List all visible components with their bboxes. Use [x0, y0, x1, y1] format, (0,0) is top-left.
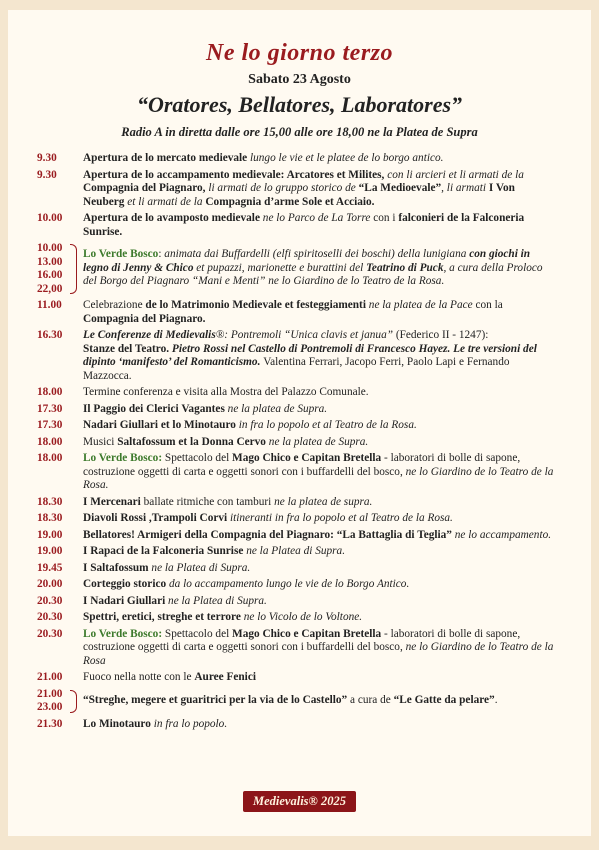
schedule-row: [37, 512, 557, 526]
event-text: ne lo accampamento.: [454, 528, 552, 541]
event-time: 18.00: [37, 386, 63, 398]
event-text: Auree Fenici: [194, 671, 256, 683]
brand-badge: Medievalis® 2025: [243, 791, 356, 812]
event-text: ne la platea de la Pace: [368, 299, 476, 311]
event-time: 16.30: [37, 329, 63, 341]
event-text: ®: Pontremoli “Unica clavis et janua”: [215, 329, 396, 341]
schedule-row: [37, 718, 557, 732]
event-text: Stanze del Teatro.: [83, 342, 172, 355]
schedule-row: [37, 578, 557, 592]
event-text: Celebrazione: [83, 299, 146, 311]
event-text: - laboratori di bolle di sapone, costruzione oggetti di carta e oggetti sonori con i buffardelli del bosco,: [83, 627, 521, 653]
schedule-row: [37, 419, 557, 433]
event-text: ne la platea de Supra.: [268, 435, 369, 448]
schedule-row: [37, 212, 557, 239]
event-text: “La Medioevale”: [358, 182, 442, 194]
event-text: con li arcieri et li armati de la: [387, 168, 524, 181]
event-description: [83, 403, 557, 417]
event-text: I Saltafossum: [83, 561, 152, 574]
event-description: [83, 578, 557, 592]
event-text: li armati de lo gruppo storico de: [208, 182, 359, 194]
event-text: Teatrino di Puck: [366, 261, 444, 274]
event-text: itineranti in fra lo popolo et al Teatro de la Rosa.: [229, 512, 453, 524]
event-time: 21.00: [37, 687, 63, 700]
page-border-top: [0, 0, 599, 10]
event-time: 11.00: [37, 299, 62, 311]
event-text: Mago Chico e Capitan Bretella: [232, 627, 385, 640]
event-time: 10.00: [37, 212, 63, 224]
event-text: ne lo Vicolo de lo Voltone.: [243, 611, 363, 623]
event-time: 9.30: [37, 152, 57, 164]
schedule-row: [37, 329, 557, 383]
event-text: ne la Platea di Supra.: [168, 594, 267, 607]
event-time: 17.30: [37, 402, 63, 415]
event-text: ne lo Giardino de lo Teatro de la Rosa.: [83, 465, 554, 491]
radio-note: Radio A in diretta dalle ore 15,00 alle ore 18,00 ne la Platea de Supra: [121, 125, 478, 139]
event-description: [83, 436, 557, 450]
event-description: [83, 671, 557, 685]
event-text: ne lo Giardino de lo Teatro de la Rosa: [83, 641, 554, 667]
event-time: 18.30: [37, 512, 63, 524]
event-time: 17.30: [37, 419, 63, 431]
footer: [0, 791, 599, 812]
event-description: [83, 611, 557, 625]
event-time: 10.00: [37, 242, 63, 254]
event-text: animata dai Buffardelli (elfi spiritoselli dei boschi) della lunigiana: [164, 248, 470, 260]
schedule-row: [37, 611, 557, 625]
event-text: .: [494, 693, 498, 706]
schedule-row: [37, 628, 557, 669]
event-time: 20.00: [37, 578, 63, 590]
event-time: 18.30: [37, 495, 63, 508]
schedule-row: [37, 562, 557, 576]
event-text: ne lo Parco de La Torre: [262, 212, 374, 224]
event-time: 19.00: [37, 528, 63, 541]
event-text: Spettacolo del: [164, 627, 233, 640]
schedule-row: [37, 452, 557, 493]
event-time: 13.00: [37, 255, 63, 268]
schedule-row: [37, 242, 557, 296]
event-text: Lo Verde Bosco: [83, 248, 159, 260]
event-text: ballate ritmiche con tamburi: [143, 495, 275, 508]
event-text: Diavoli Rossi ,Trampoli Corvi: [83, 512, 230, 524]
event-text: con giochi in legno di Jenny & Chico: [83, 248, 531, 274]
event-time: 20.30: [37, 611, 63, 623]
page-border-bottom: [0, 836, 599, 850]
event-text: Il Paggio dei Clerici Vagantes: [83, 402, 228, 415]
event-description: [83, 562, 557, 576]
event-description: [83, 496, 557, 510]
event-description: [83, 595, 557, 609]
event-description: [83, 529, 557, 543]
event-text: “Streghe, megere et guaritrici per la via de lo Castello”: [83, 693, 350, 706]
event-text: I Rapaci de la Falconeria Sunrise: [83, 545, 247, 557]
event-description: [83, 628, 557, 669]
event-description: [83, 419, 557, 433]
event-text: ne la platea de supra.: [274, 495, 373, 508]
event-text: lungo le vie et le platee de lo borgo antico.: [250, 152, 444, 164]
event-text: Apertura de lo accampamento medievale: Arcatores et Milites,: [83, 168, 388, 181]
event-text: Bellatores! Armigeri della Compagnia del Piagnaro: “La Battaglia di Teglia”: [83, 528, 455, 541]
event-text: con la: [475, 299, 503, 311]
event-description: [83, 329, 557, 383]
schedule-row: [37, 545, 557, 559]
event-text: Nadari Giullari et lo Minotauro: [83, 419, 239, 431]
event-text: ne la platea de Supra.: [227, 402, 328, 415]
event-text: in fra lo popolo.: [153, 717, 228, 730]
event-time: 20.30: [37, 627, 63, 640]
schedule-row: [37, 529, 557, 543]
event-text: Compagnia del Piagnaro.: [83, 312, 206, 325]
event-time: 18.00: [37, 452, 63, 464]
event-time: 19.45: [37, 561, 63, 574]
event-text: falconieri de la Falconeria Sunrise.: [83, 212, 525, 238]
event-text: :: [158, 248, 165, 260]
time-range: [37, 242, 83, 296]
event-description: [83, 545, 557, 559]
event-time: 19.00: [37, 545, 63, 557]
event-time: 18.00: [37, 435, 63, 448]
day-title: Ne lo giorno terzo: [205, 40, 393, 66]
event-text: Lo Minotauro: [83, 717, 154, 730]
schedule-row: [37, 671, 557, 685]
time-brace: [70, 690, 77, 713]
event-text: in fra lo popolo et al Teatro de la Rosa.: [238, 419, 417, 431]
event-text: Saltafossum et la Donna Cervo: [117, 435, 269, 448]
event-text: Pietro Rossi nel Castello di Pontremoli di Francesco Hayez. Le tre versioni del dipinto ‘manifesto’ del Romanticismo.: [83, 342, 537, 368]
event-text: ne la Platea di Supra.: [246, 545, 346, 557]
schedule-list: [37, 152, 557, 734]
schedule-row: [37, 386, 557, 400]
event-text: et pupazzi, marionette e burattini del: [196, 261, 367, 274]
event-time: 9.30: [37, 168, 57, 181]
event-text: Apertura de lo avamposto medievale: [83, 212, 263, 224]
event-text: de lo Matrimonio Medievale et festeggiamenti: [145, 299, 369, 311]
event-description: [83, 299, 557, 326]
event-text: ne la Platea di Supra.: [151, 561, 251, 574]
event-description: [83, 452, 557, 493]
event-time: 20.30: [37, 594, 63, 607]
event-time: 16.00: [37, 269, 63, 281]
event-time: 21.00: [37, 671, 63, 683]
event-description: [83, 386, 557, 400]
day-subtitle: “Oratores, Bellatores, Laboratores”: [136, 92, 463, 117]
event-text: Apertura de lo mercato medievale: [83, 152, 250, 164]
event-text: Le Conferenze di Medievalis: [83, 329, 216, 341]
time-brace: [70, 244, 77, 294]
day-date: Sabato 23 Agosto: [248, 72, 351, 87]
event-text: - laboratori di bolle di sapone, costruzione oggetti di carta e oggetti sonori con i buffardelli del bosco,: [83, 452, 521, 478]
event-text: a cura de: [349, 693, 394, 706]
event-text: “Le Gatte da pelare”: [393, 693, 495, 706]
event-description: [83, 169, 557, 210]
schedule-row: [37, 496, 557, 510]
event-text: Compagnia del Piagnaro,: [83, 182, 209, 194]
event-text: Compagnia d’arme Sole et Acciaio.: [205, 195, 375, 208]
event-text: Valentina Ferrari, Jacopo Ferri, Paolo Lapi e Fernando Mazzocca.: [83, 356, 510, 382]
event-time: 21.30: [37, 717, 63, 730]
schedule-row: [37, 688, 557, 715]
event-text: , li armati: [441, 182, 489, 194]
event-time: 23.00: [37, 701, 63, 713]
event-text: I Mercenari: [83, 495, 144, 508]
event-text: Fuoco nella notte con le: [83, 671, 195, 683]
event-description: [83, 718, 557, 732]
event-text: (Federico II - 1247):: [395, 329, 489, 341]
event-text: Lo Verde Bosco:: [83, 452, 165, 464]
event-description: [83, 242, 557, 289]
event-time: 22,00: [37, 282, 63, 295]
schedule-row: [37, 436, 557, 450]
event-text: Termine conferenza e visita alla Mostra del Palazzo Comunale.: [83, 386, 369, 398]
event-description: [83, 152, 557, 166]
event-text: con i: [373, 212, 399, 224]
schedule-row: [37, 299, 557, 326]
schedule-row: [37, 403, 557, 417]
event-text: Spettri, eretici, streghe et terrore: [83, 611, 244, 623]
event-text: Spettacolo del: [164, 452, 233, 464]
event-text: da lo accampamento lungo le vie de lo Borgo Antico.: [168, 578, 410, 590]
event-text: Corteggio storico: [83, 578, 169, 590]
schedule-row: [37, 595, 557, 609]
schedule-row: [37, 152, 557, 166]
event-text: , a cura della Proloco del Borgo del Piagnaro “Mani e Menti” ne lo Giardino de lo Teatro de la Rosa.: [83, 261, 543, 287]
event-description: [83, 688, 557, 708]
event-description: [83, 212, 557, 239]
event-text: I Von Neuberg: [83, 182, 515, 208]
event-text: et li armati de la: [127, 195, 206, 208]
schedule-row: [37, 169, 557, 210]
event-description: [83, 512, 557, 526]
event-text: Lo Verde Bosco:: [83, 627, 165, 640]
event-text: I Nadari Giullari: [83, 594, 169, 607]
event-text: Mago Chico e Capitan Bretella: [232, 452, 385, 464]
event-text: Musici: [83, 435, 118, 448]
time-range: [37, 688, 83, 715]
